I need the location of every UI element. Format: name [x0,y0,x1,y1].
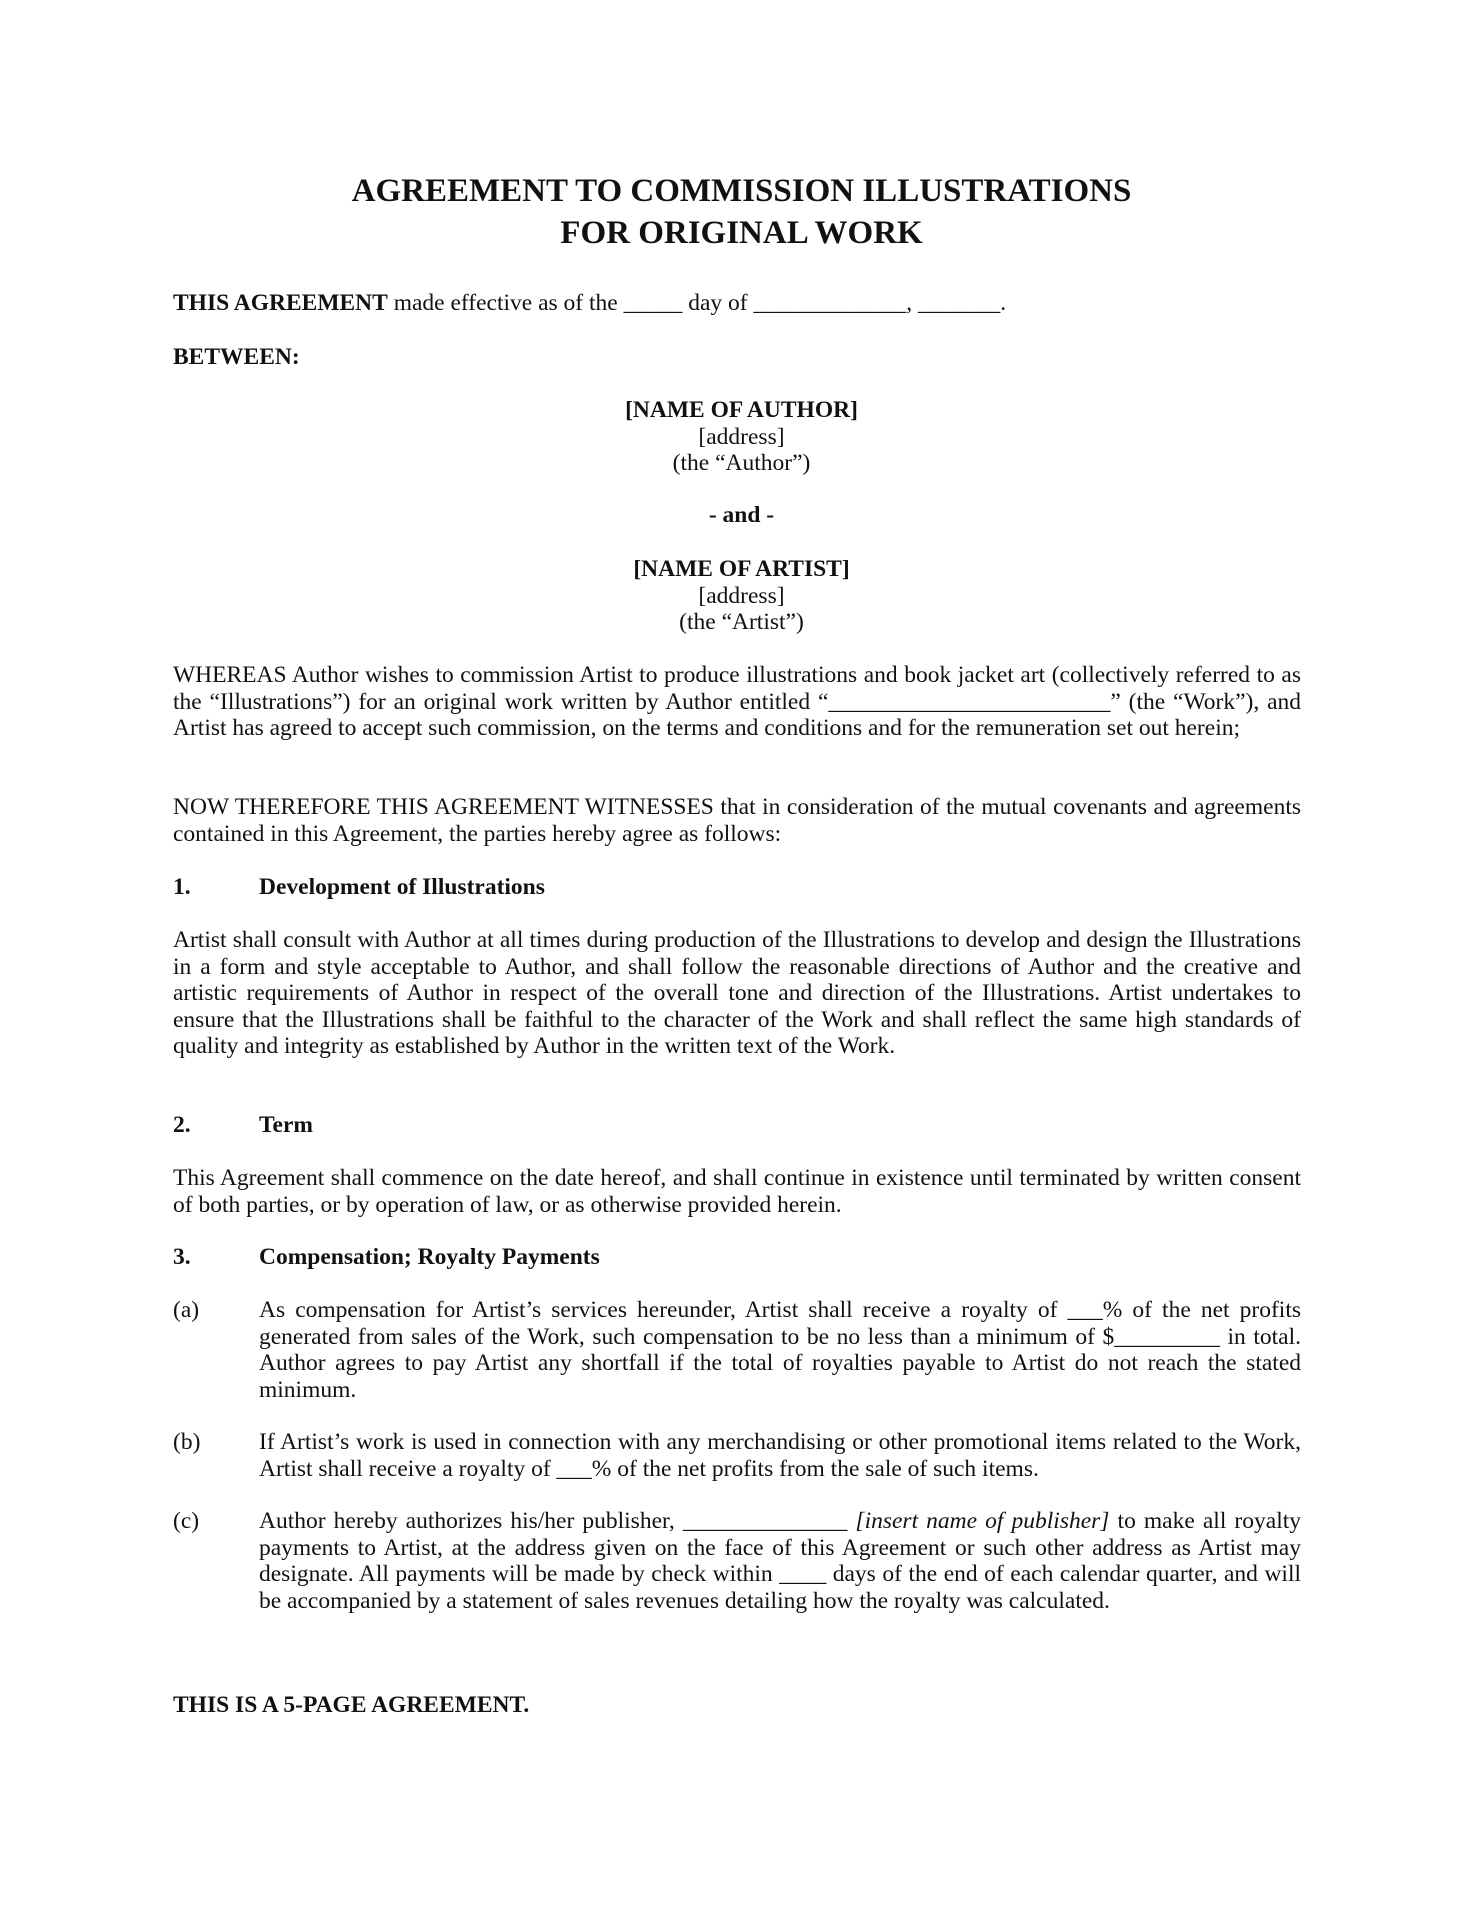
section-1-number: 1. [173,874,191,900]
document-title [0,170,1483,254]
between-label: BETWEEN: [173,344,300,370]
section-3b [173,1429,1301,1482]
artist-party-block [0,556,1483,636]
section-3c-text-after: to make all royalty payments to Artist, at the address given on the face of this Agreement or such other address as Artist may designate. All payments will be made by check within ____ days of the end of each calendar quarter, and will be accompanied by a statement of sales revenues detailing how the royalty was calculated. [259,1508,1301,1614]
author-name: [NAME OF AUTHOR] [625,397,858,423]
section-3c-text [259,1508,1301,1614]
section-3-number: 3. [173,1244,191,1270]
section-1-heading [173,874,545,901]
author-role: (the “Author”) [672,450,811,476]
section-3b-label: (b) [173,1429,201,1455]
whereas-paragraph: WHEREAS Author wishes to commission Artist to produce illustrations and book jacket art (collectively referred to as the “Illustrations”) for an original work written by Author entitled “________________________” (the “Work”), and Artist has agreed to accept such commission, on the terms and conditions and for the remuneration set out herein; [173,662,1301,741]
section-2-body: This Agreement shall commence on the date hereof, and shall continue in existence until terminated by written consent of both parties, or by operation of law, or as otherwise provided herein. [173,1165,1301,1218]
section-2-heading [173,1112,313,1139]
title-line-1: AGREEMENT TO COMMISSION ILLUSTRATIONS [351,173,1132,209]
effective-date-bold: THIS AGREEMENT [173,290,388,316]
section-3c [173,1508,1301,1614]
section-3-title: Compensation; Royalty Payments [259,1244,600,1270]
section-3a-label: (a) [173,1297,200,1323]
artist-address: [address] [698,582,785,609]
effective-date-rest: made effective as of the _____ day of _____________, _______. [387,290,1007,316]
title-line-2: FOR ORIGINAL WORK [560,215,923,251]
section-3c-publisher-placeholder: [insert name of publisher] [855,1508,1110,1534]
author-address: [address] [698,423,785,450]
section-3c-text-before: Author hereby authorizes his/her publisher, ______________ [259,1508,856,1534]
section-3c-label: (c) [173,1508,200,1534]
page-count-note: THIS IS A 5-PAGE AGREEMENT. [173,1692,530,1718]
section-1-body: Artist shall consult with Author at all times during production of the Illustrations to develop and design the Illustrations in a form and style acceptable to Author, and shall follow the reasonable directions of Author and the creative and artistic requirements of Author in respect of the overall tone and direction of the Illustrations. Artist undertakes to ensure that the Illustrations shall be faithful to the character of the Work and shall reflect the same high standards of quality and integrity as established by Author in the written text of the Work. [173,927,1301,1059]
author-party-block [0,397,1483,477]
now-therefore-paragraph: NOW THEREFORE THIS AGREEMENT WITNESSES that in consideration of the mutual covenants and agreements contained in this Agreement, the parties hereby agree as follows: [173,794,1301,847]
artist-role: (the “Artist”) [679,609,804,635]
section-3-heading [173,1244,600,1271]
section-2-title: Term [259,1112,313,1138]
section-3a [173,1297,1301,1403]
section-3a-text: As compensation for Artist’s services hereunder, Artist shall receive a royalty of ___% of the net profits generated from sales of the Work, such compensation to be no less than a minimum of $_________ in total. Author agrees to pay Artist any shortfall if the total of royalties payable to Artist do not reach the stated minimum. [259,1297,1301,1403]
section-3b-text: If Artist’s work is used in connection with any merchandising or other promotional items related to the Work, Artist shall receive a royalty of ___% of the net profits from the sale of such items. [259,1429,1301,1482]
artist-name: [NAME OF ARTIST] [633,556,850,582]
section-2-number: 2. [173,1112,191,1138]
effective-date-line [173,290,1006,317]
section-1-title: Development of Illustrations [259,874,545,900]
and-separator: - and - [708,502,775,528]
